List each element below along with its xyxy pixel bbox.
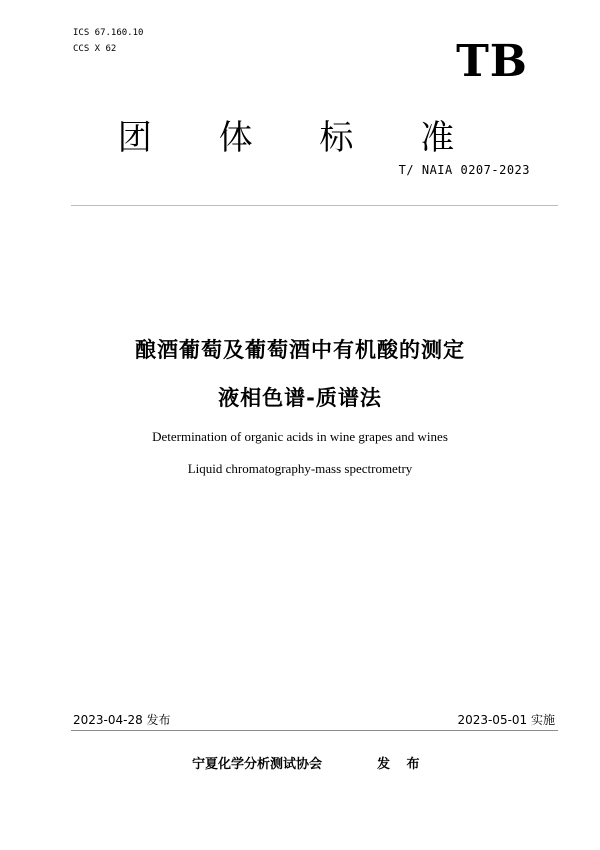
top-divider <box>71 205 558 206</box>
standard-category: 团 体 标 准 <box>117 118 483 158</box>
title-chinese-line-1: 酿酒葡萄及葡萄酒中有机酸的测定 <box>135 338 465 362</box>
title-chinese-line-2: 液相色谱-质谱法 <box>218 386 382 410</box>
publish-label: 发 布 <box>377 757 426 772</box>
issue-date: 2023-04-28 发布 <box>73 713 171 727</box>
title-english-line-2: Liquid chromatography-mass spectrometry <box>187 461 413 476</box>
bottom-divider <box>71 730 558 731</box>
title-english-line-1: Determination of organic acids in wine grapes and wines <box>152 429 448 444</box>
standard-number: T/ NAIA 0207-2023 <box>398 163 530 177</box>
standard-mark: TB <box>456 36 528 87</box>
ccs-code: CCS X 62 <box>73 44 117 54</box>
publisher-name: 宁夏化学分析测试协会 <box>192 757 323 772</box>
implementation-date: 2023-05-01 实施 <box>457 713 555 727</box>
ics-code: ICS 67.160.10 <box>73 28 144 38</box>
